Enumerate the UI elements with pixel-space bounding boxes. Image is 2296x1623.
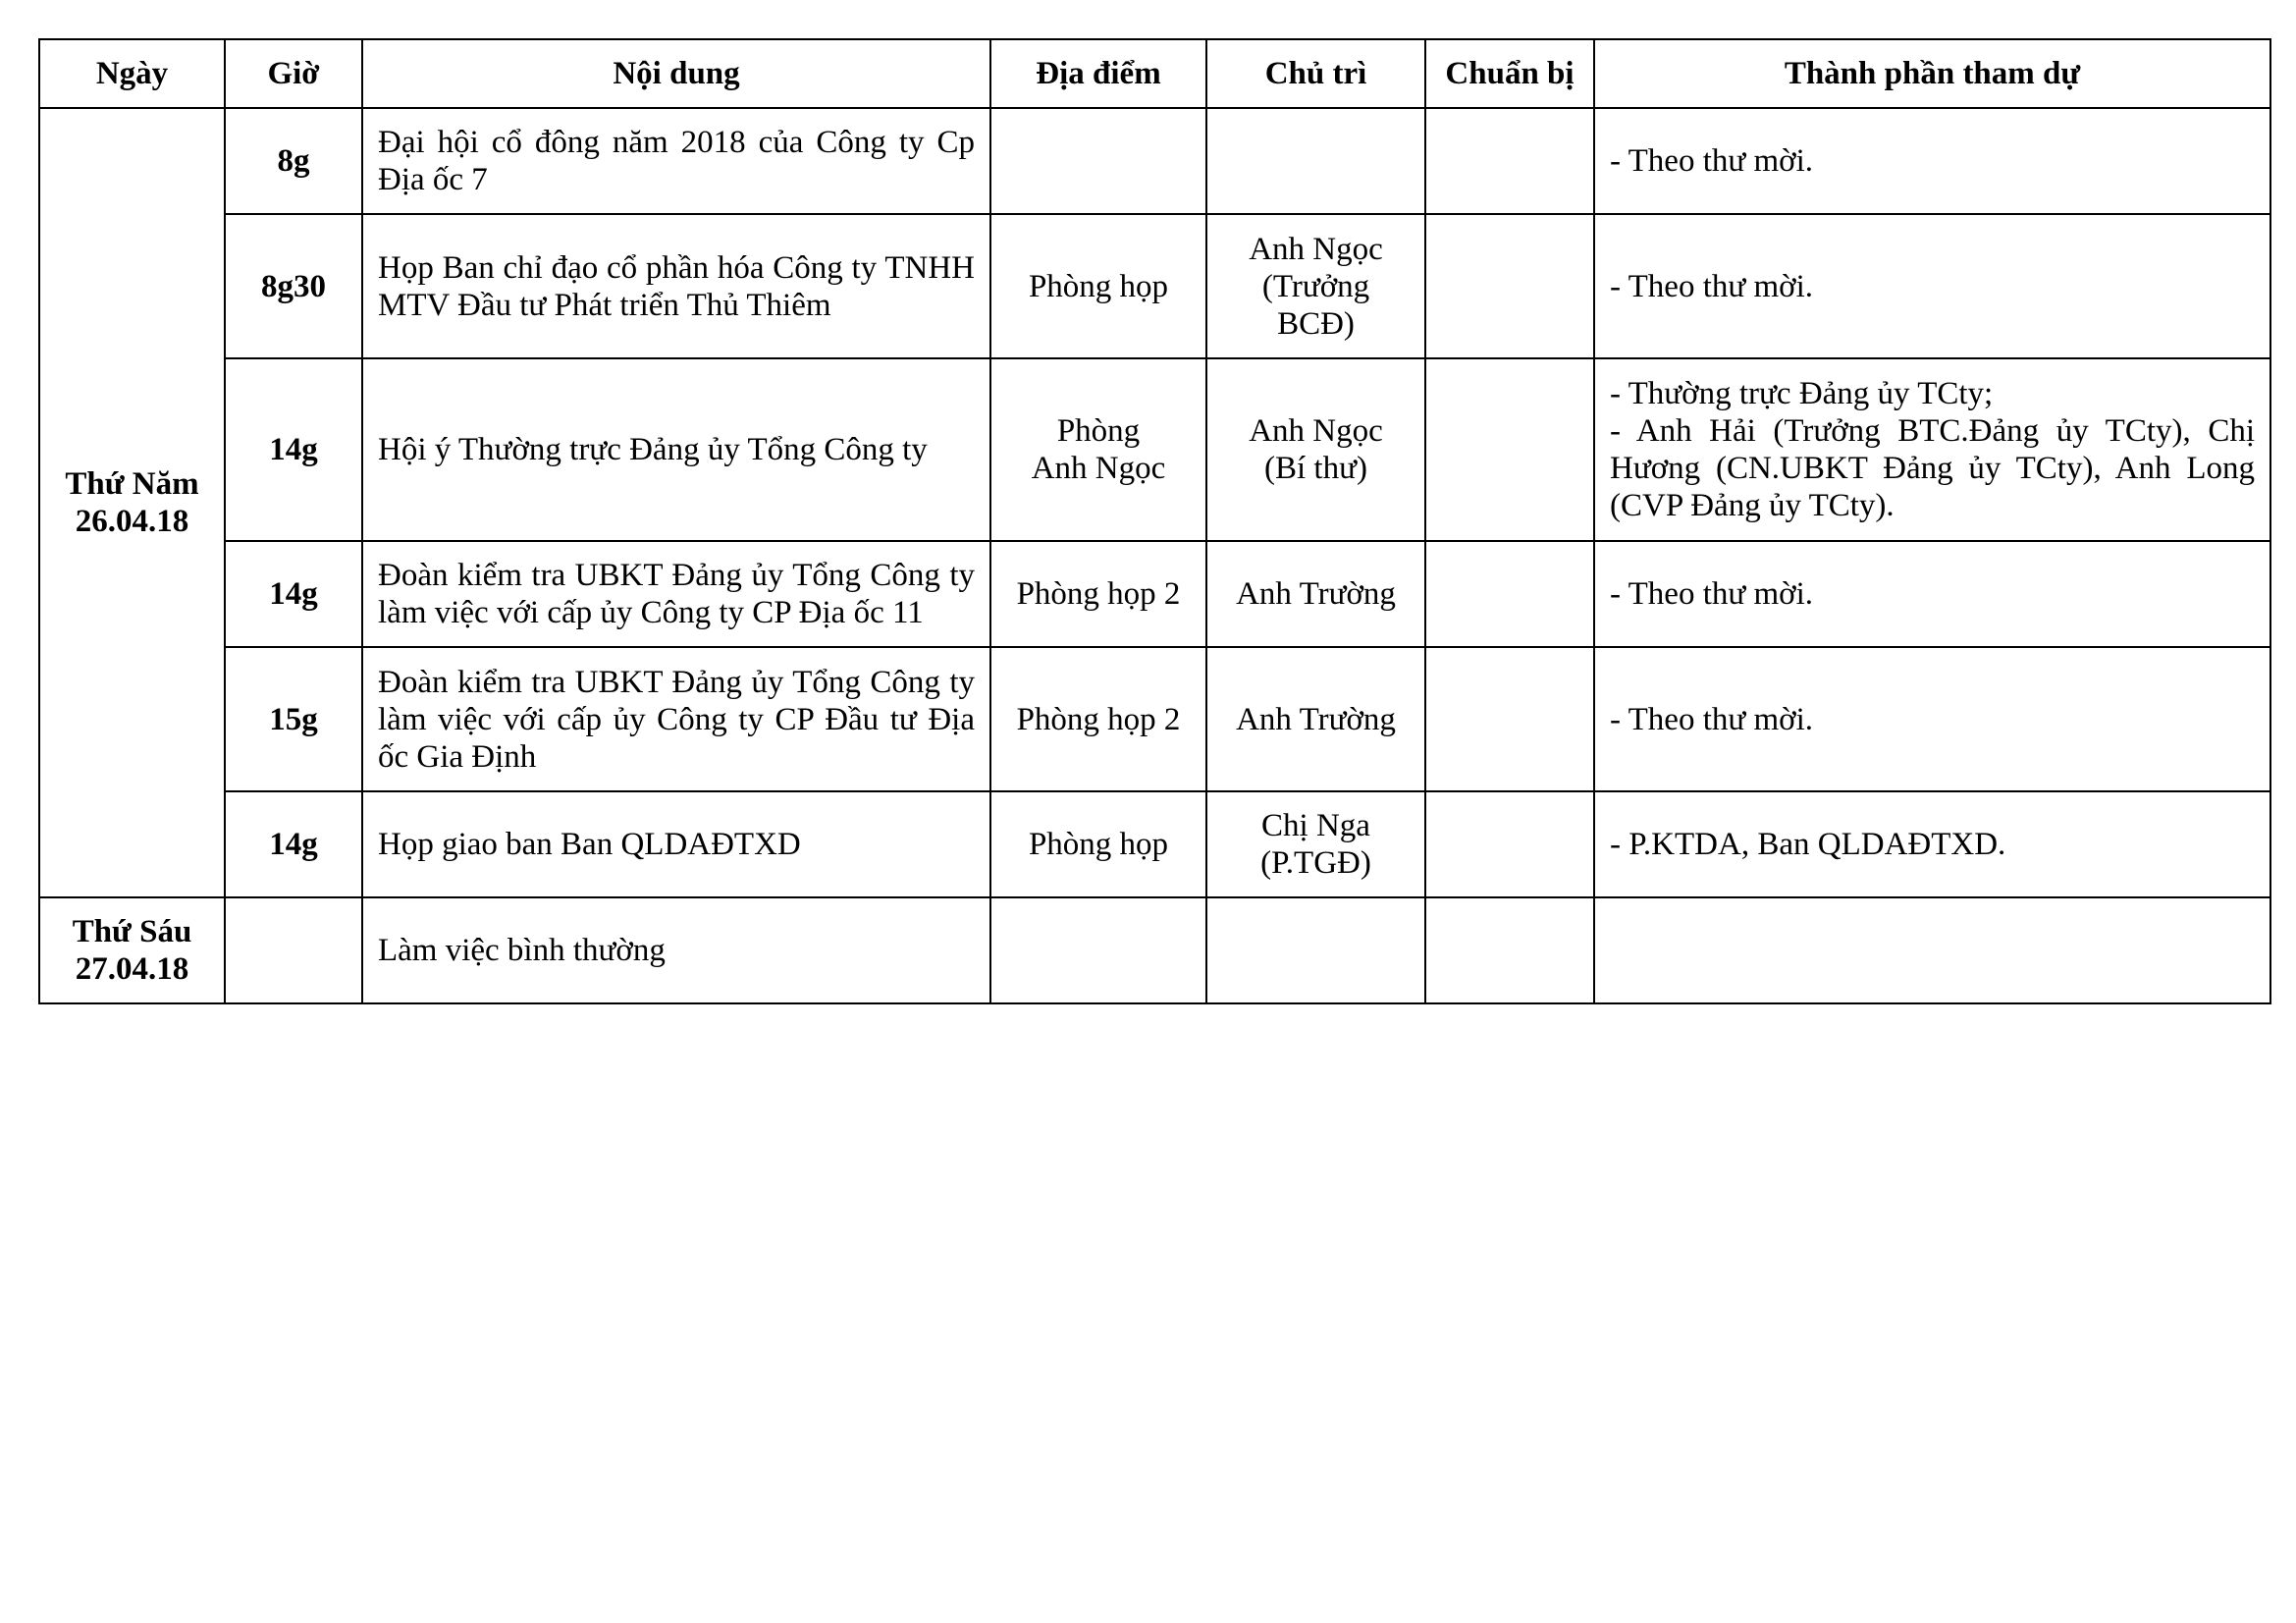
attendees-cell [1594,897,2270,1003]
host-cell [1206,108,1425,214]
attendees-cell [1594,358,2270,541]
host-line: (P.TGĐ) [1260,845,1371,881]
prep-cell [1425,897,1594,1003]
place-line: Phòng họp 2 [1016,576,1181,612]
host-cell [1206,897,1425,1003]
attendee-line: - Theo thư mời. [1610,576,1814,612]
place-cell [990,791,1206,897]
place-cell [990,647,1206,791]
place-cell [990,108,1206,214]
place-cell [990,214,1206,358]
header-prep: Chuẩn bị [1425,39,1594,108]
schedule-table [38,38,2271,1004]
attendee-line: - Theo thư mời. [1610,701,1814,737]
host-line: BCĐ) [1277,305,1355,342]
host-line: (Trưởng [1261,268,1370,304]
place-line: Anh Ngọc [1031,451,1166,486]
place-line: Phòng họp [1028,827,1169,862]
time-cell: 15g [225,647,362,791]
prep-cell [1425,541,1594,647]
attendee-line: - Theo thư mời. [1610,268,1814,304]
prep-cell [1425,647,1594,791]
day-cell [39,108,225,897]
content-cell: Đại hội cổ đông năm 2018 của Công ty Cp Địa ốc 7 [362,108,990,214]
table-row [39,108,2270,214]
prep-cell [1425,108,1594,214]
header-attendees: Thành phần tham dự [1594,39,2270,108]
table-row [39,541,2270,647]
time-cell: 8g30 [225,214,362,358]
place-cell [990,541,1206,647]
table-row [39,358,2270,541]
attendee-line: - Thường trực Đảng ủy TCty; [1610,376,1994,411]
prep-cell [1425,214,1594,358]
prep-cell [1425,791,1594,897]
content-cell: Họp Ban chỉ đạo cổ phần hóa Công ty TNHH MTV Đầu tư Phát triển Thủ Thiêm [362,214,990,358]
header-time: Giờ [225,39,362,108]
place-cell [990,358,1206,541]
attendees-cell [1594,541,2270,647]
attendees-cell [1594,647,2270,791]
content-cell: Đoàn kiểm tra UBKT Đảng ủy Tổng Công ty làm việc với cấp ủy Công ty CP Địa ốc 11 [362,541,990,647]
day-date: 27.04.18 [75,951,189,987]
host-line: Anh Ngọc [1249,231,1383,267]
place-cell [990,897,1206,1003]
host-line: Anh Ngọc [1249,413,1383,449]
day-weekday: Thứ Năm [65,466,199,502]
time-cell: 8g [225,108,362,214]
time-cell: 14g [225,791,362,897]
header-host: Chủ trì [1206,39,1425,108]
schedule-body [39,108,2270,1003]
table-row [39,897,2270,1003]
table-row [39,214,2270,358]
day-date: 26.04.18 [75,504,189,539]
host-cell [1206,358,1425,541]
attendee-line: - P.KTDA, Ban QLDAĐTXD. [1610,827,2006,862]
place-line: Phòng họp [1028,268,1169,304]
attendee-line: - Anh Hải (Trưởng BTC.Đảng ủy TCty), Chị Hương (CN.UBKT Đảng ủy TCty), Anh Long (CVP Đảng ủy TCty). [1610,413,2255,523]
day-weekday: Thứ Sáu [72,914,192,949]
header-row [39,39,2270,108]
host-cell [1206,214,1425,358]
place-line: Phòng họp 2 [1016,701,1181,737]
host-line: Anh Trường [1236,576,1396,612]
prep-cell [1425,358,1594,541]
content-cell: Làm việc bình thường [362,897,990,1003]
content-cell: Đoàn kiểm tra UBKT Đảng ủy Tổng Công ty làm việc với cấp ủy Công ty CP Đầu tư Địa ốc Gia Định [362,647,990,791]
attendees-cell [1594,791,2270,897]
day-cell [39,897,225,1003]
content-cell: Hội ý Thường trực Đảng ủy Tổng Công ty [362,358,990,541]
time-cell [225,897,362,1003]
host-line: Anh Trường [1236,701,1396,737]
attendees-cell [1594,108,2270,214]
table-row [39,791,2270,897]
host-line: (Bí thư) [1264,451,1367,486]
header-day: Ngày [39,39,225,108]
host-line: Chị Nga [1261,808,1370,843]
content-cell: Họp giao ban Ban QLDAĐTXD [362,791,990,897]
host-cell [1206,647,1425,791]
header-content: Nội dung [362,39,990,108]
attendee-line: - Theo thư mời. [1610,143,1814,179]
time-cell: 14g [225,541,362,647]
header-place: Địa điểm [990,39,1206,108]
host-cell [1206,541,1425,647]
host-cell [1206,791,1425,897]
place-line: Phòng [1056,413,1141,449]
time-cell: 14g [225,358,362,541]
table-row [39,647,2270,791]
attendees-cell [1594,214,2270,358]
